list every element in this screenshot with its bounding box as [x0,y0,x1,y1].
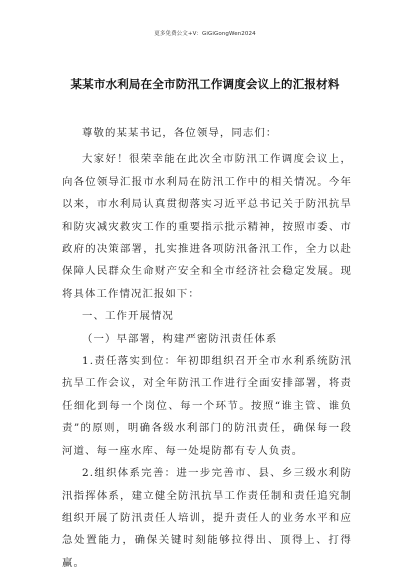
body-paragraph: 1.责任落实到位：年初即组织召开全市水利系统防汛抗旱工作会议，对全年防汛工作进行全面安排部署，将责任细化到每一个岗位、每一个环节。按照“谁主管、谁负责”的原则，明确各级水利部门的防汛责任，确保每一段河道、每一座水库、每一处堤防都有专人负责。 [62,355,352,457]
subsection-heading: （一）早部署，构建严密防汛责任体系 [82,332,278,345]
body-paragraph: 2.组织体系完善：进一步完善市、县、乡三级水利防汛指挥体系，建立健全防汛抗旱工作责任制和责任追究制组织开展了防汛责任人培训，提升责任人的业务水平和应急处置能力，确保关键时刻能够拉得出、顶得上、打得赢。 [62,467,352,569]
header-note: 更多免费公文+V：GiGiGongWen2024 [154,31,256,37]
intro-paragraph: 大家好！很荣幸能在此次全市防汛工作调度会议上，向各位领导汇报市水利局在防汛工作中的相关情况。今年以来，市水利局认真贯彻落实习近平总书记关于防汛抗旱和防灾减灾救灾工作的重要指示批示精神，按照市委、市政府的决策部署，扎实推进各项防汛备汛工作，全力以赴保障人民群众生命财产安全和全市经济社会稳定发展。现将具体工作情况汇报如下： [62,153,352,300]
salutation: 尊敬的某某书记，各位领导，同志们： [82,127,278,139]
document-body [62,122,352,574]
section-heading: 一、工作开展情况 [82,310,174,323]
document-title: 某某市水利局在全市防汛工作调度会议上的汇报材料 [70,77,340,91]
